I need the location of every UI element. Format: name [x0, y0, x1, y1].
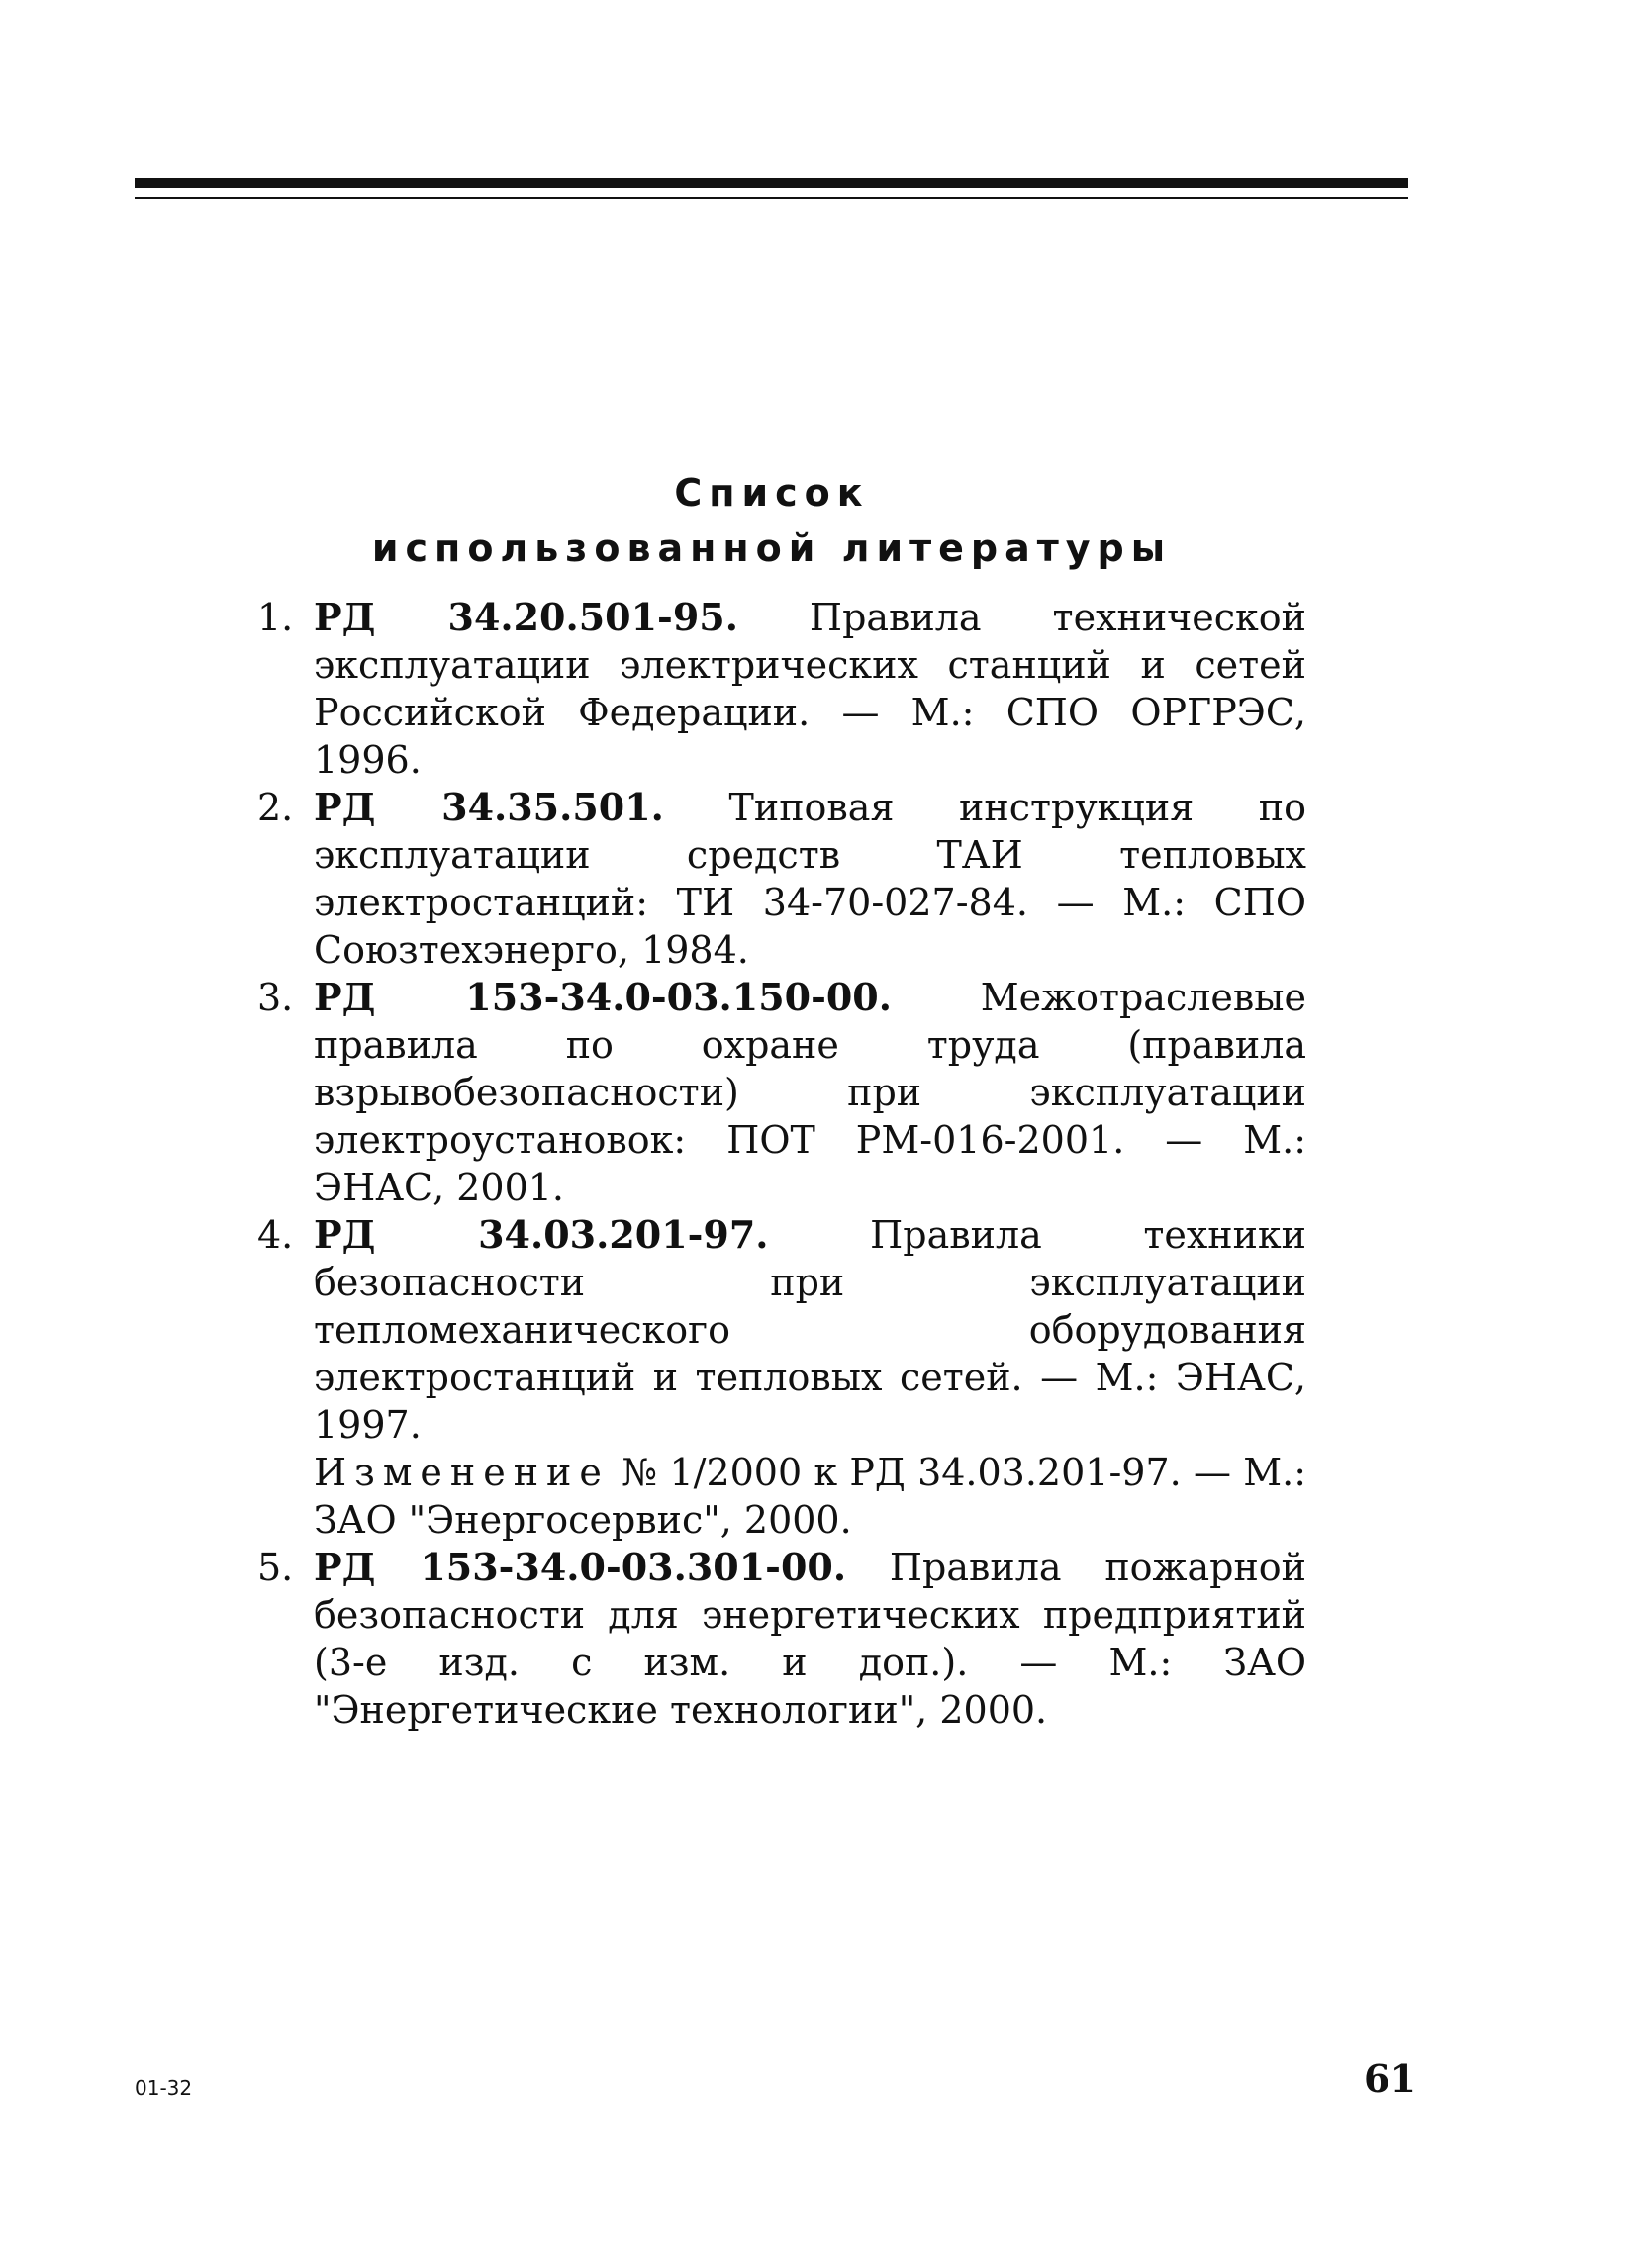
reference-code: РД 153-34.0-03.150-00.	[314, 975, 892, 1019]
amendment-word: Изменение	[314, 1451, 610, 1494]
reference-item-1	[257, 594, 1306, 784]
reference-code: РД 34.03.201-97.	[314, 1212, 769, 1257]
reference-text: Типовая инструкция по эксплуатации средств ТАИ тепловых электростанций: ТИ 34-70-027-84. — М.: СПО Союзтехэнерго, 1984.	[314, 786, 1306, 972]
page-heading	[297, 465, 1247, 576]
reference-number: 1.	[257, 596, 294, 639]
reference-number: 3.	[257, 976, 294, 1019]
header-rule-thick	[135, 178, 1408, 188]
reference-list	[257, 594, 1306, 1734]
footer-document-code: 01-32	[135, 2076, 193, 2100]
heading-line-1: Список	[674, 471, 870, 515]
reference-number: 4.	[257, 1213, 294, 1257]
amendment-text: № 1/2000 к РД 34.03.201-97. — М.: ЗАО "Энергосервис", 2000.	[314, 1451, 1306, 1542]
reference-item-2	[257, 784, 1306, 974]
header-rule-thin	[135, 197, 1408, 199]
reference-amendment	[314, 1449, 1306, 1544]
reference-item-4	[257, 1211, 1306, 1544]
reference-item-5	[257, 1544, 1306, 1734]
reference-text: Правила пожарной безопасности для энергетических предприятий (3-е изд. с изм. и доп.). — М.: ЗАО "Энергетические технологии", 2000.	[314, 1546, 1306, 1732]
reference-number: 5.	[257, 1546, 294, 1589]
reference-number: 2.	[257, 786, 294, 829]
reference-code: РД 153-34.0-03.301-00.	[314, 1545, 847, 1589]
reference-code: РД 34.20.501-95.	[314, 595, 738, 639]
reference-text: Правила технической эксплуатации электрических станций и сетей Российской Федерации. — М.: СПО ОРГРЭС, 1996.	[314, 596, 1306, 782]
reference-code: РД 34.35.501.	[314, 785, 664, 829]
reference-text: Межотраслевые правила по охране труда (правила взрывобезопасности) при эксплуатации электроустановок: ПОТ РМ-016-2001. — М.: ЭНАС, 2001.	[314, 976, 1306, 1209]
heading-line-2: использованной литературы	[371, 526, 1173, 570]
page-number: 61	[1364, 2056, 1416, 2101]
reference-text: Правила техники безопасности при эксплуатации тепломеханического оборудования электростанций и тепловых сетей. — М.: ЭНАС, 1997.	[314, 1213, 1307, 1447]
reference-item-3	[257, 974, 1306, 1211]
